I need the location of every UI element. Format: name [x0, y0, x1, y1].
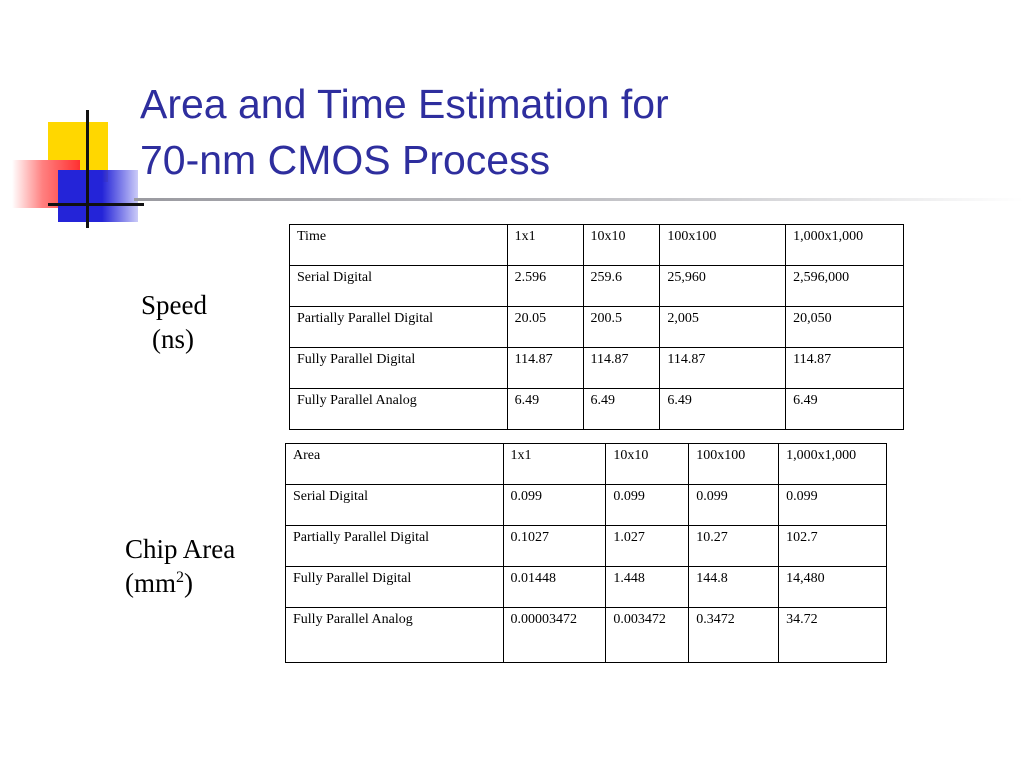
table-cell: 1,000x1,000 — [779, 444, 887, 485]
table-cell: 6.49 — [507, 389, 583, 430]
table-cell: 0.099 — [779, 485, 887, 526]
table-cell: 0.00003472 — [503, 608, 606, 663]
table-cell: 6.49 — [583, 389, 660, 430]
speed-table-row — [290, 266, 904, 307]
speed-table — [289, 224, 904, 430]
speed-table-header-row — [290, 225, 904, 266]
table-cell: 100x100 — [660, 225, 786, 266]
speed-label-line1: Speed — [141, 290, 207, 320]
chip-area-section-label — [125, 532, 235, 600]
decor-horizontal-line — [48, 203, 144, 206]
table-cell: 20.05 — [507, 307, 583, 348]
slide-title — [140, 76, 669, 188]
table-cell: 10x10 — [606, 444, 689, 485]
table-cell: 0.099 — [606, 485, 689, 526]
table-cell: 2.596 — [507, 266, 583, 307]
slide-title-line2: 70-nm CMOS Process — [140, 137, 551, 183]
table-cell: 1.027 — [606, 526, 689, 567]
table-cell: 1,000x1,000 — [786, 225, 904, 266]
table-cell: 20,050 — [786, 307, 904, 348]
table-cell: 100x100 — [689, 444, 779, 485]
table-cell: 114.87 — [583, 348, 660, 389]
area-table-header-row — [286, 444, 887, 485]
table-cell: 1x1 — [507, 225, 583, 266]
table-cell: 200.5 — [583, 307, 660, 348]
slide-title-line1: Area and Time Estimation for — [140, 81, 669, 127]
table-cell: Serial Digital — [290, 266, 508, 307]
table-cell: 0.1027 — [503, 526, 606, 567]
table-cell: 114.87 — [507, 348, 583, 389]
table-cell: Fully Parallel Digital — [286, 567, 504, 608]
table-cell: Partially Parallel Digital — [286, 526, 504, 567]
table-cell: 6.49 — [660, 389, 786, 430]
table-cell: 6.49 — [786, 389, 904, 430]
area-label-unit-prefix: (mm — [125, 568, 176, 598]
area-table-row — [286, 608, 887, 663]
area-label-line1: Chip Area — [125, 534, 236, 564]
speed-table-row — [290, 307, 904, 348]
speed-table-row — [290, 348, 904, 389]
table-cell: 259.6 — [583, 266, 660, 307]
table-cell: 2,596,000 — [786, 266, 904, 307]
area-table — [285, 443, 887, 663]
area-label-unit-exponent: 2 — [176, 569, 184, 586]
area-label-line2 — [125, 566, 235, 600]
table-cell: 0.099 — [503, 485, 606, 526]
table-cell: 10x10 — [583, 225, 660, 266]
table-cell: 114.87 — [786, 348, 904, 389]
table-cell: 25,960 — [660, 266, 786, 307]
table-cell: Area — [286, 444, 504, 485]
title-underline-rule — [134, 198, 1024, 201]
table-cell: Serial Digital — [286, 485, 504, 526]
table-cell: 102.7 — [779, 526, 887, 567]
area-table-row — [286, 567, 887, 608]
decor-blue-square — [58, 170, 138, 222]
area-label-unit-suffix: ) — [184, 568, 193, 598]
decor-vertical-line — [86, 110, 89, 228]
table-cell: 14,480 — [779, 567, 887, 608]
table-cell: Fully Parallel Analog — [290, 389, 508, 430]
area-table-row — [286, 485, 887, 526]
table-cell: Partially Parallel Digital — [290, 307, 508, 348]
table-cell: 34.72 — [779, 608, 887, 663]
table-cell: 10.27 — [689, 526, 779, 567]
table-cell: 0.099 — [689, 485, 779, 526]
table-cell: 0.01448 — [503, 567, 606, 608]
table-cell: Fully Parallel Digital — [290, 348, 508, 389]
table-cell: Time — [290, 225, 508, 266]
table-cell: 114.87 — [660, 348, 786, 389]
table-cell: 0.003472 — [606, 608, 689, 663]
table-cell: 1x1 — [503, 444, 606, 485]
speed-section-label — [141, 288, 207, 356]
table-cell: 0.3472 — [689, 608, 779, 663]
speed-table-row — [290, 389, 904, 430]
area-table-row — [286, 526, 887, 567]
table-cell: 1.448 — [606, 567, 689, 608]
table-cell: 2,005 — [660, 307, 786, 348]
speed-label-line2: (ns) — [152, 324, 194, 354]
table-cell: Fully Parallel Analog — [286, 608, 504, 663]
table-cell: 144.8 — [689, 567, 779, 608]
